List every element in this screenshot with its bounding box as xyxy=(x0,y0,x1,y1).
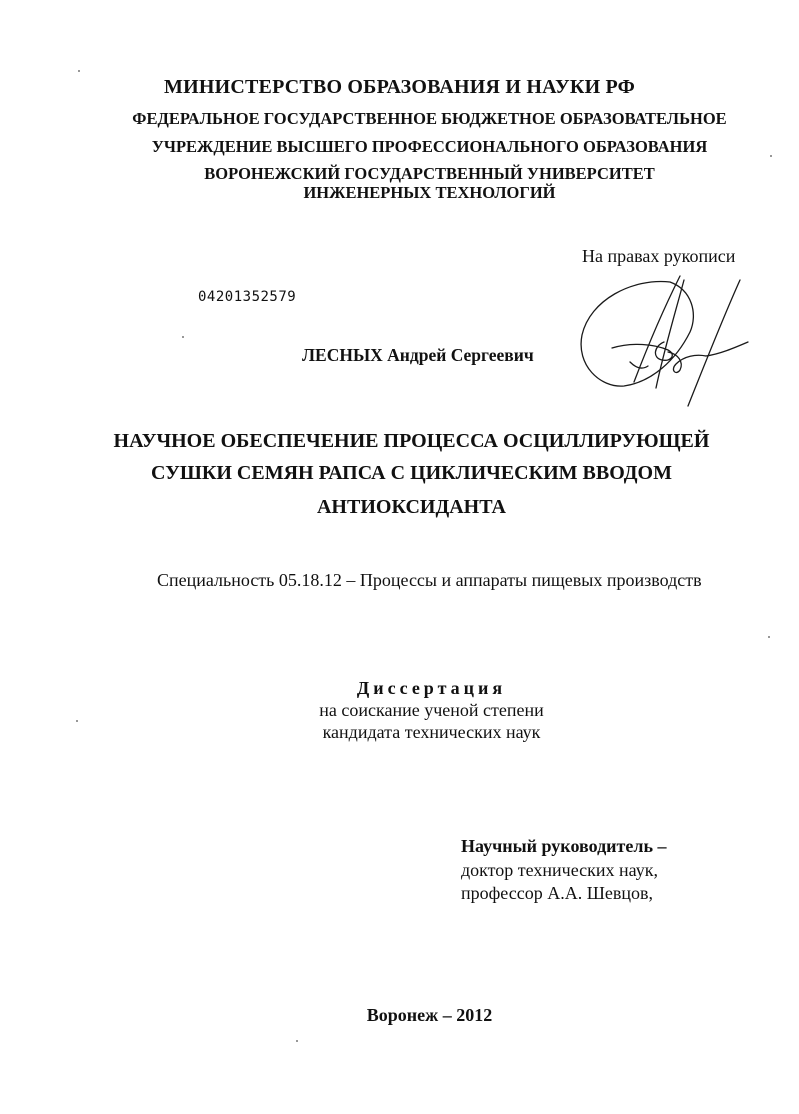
document-id: 04201352579 xyxy=(198,289,297,305)
ministry-heading: МИНИСТЕРСТВО ОБРАЗОВАНИЯ И НАУКИ РФ xyxy=(164,76,635,98)
university-line-1: ВОРОНЕЖСКИЙ ГОСУДАРСТВЕННЫЙ УНИВЕРСИТЕТ xyxy=(204,164,655,183)
scan-speck xyxy=(182,336,184,338)
rights-note: На правах рукописи xyxy=(582,246,736,266)
supervisor-degree: доктор технических наук, xyxy=(461,860,658,880)
specialty: Специальность 05.18.12 – Процессы и аппараты пищевых производств xyxy=(157,570,702,590)
scan-speck xyxy=(768,636,770,638)
institution-line-2: УЧРЕЖДЕНИЕ ВЫСШЕГО ПРОФЕССИОНАЛЬНОГО ОБРАЗОВАНИЯ xyxy=(151,137,708,156)
university-line-2: ИНЖЕНЕРНЫХ ТЕХНОЛОГИЙ xyxy=(303,183,556,202)
title-line-1: НАУЧНОЕ ОБЕСПЕЧЕНИЕ ПРОЦЕССА ОСЦИЛЛИРУЮЩЕЙ xyxy=(113,430,710,452)
city-year: Воронеж – 2012 xyxy=(366,1005,493,1025)
dissertation-line-1: на соискание ученой степени xyxy=(319,700,544,720)
title-line-2: СУШКИ СЕМЯН РАПСА С ЦИКЛИЧЕСКИМ ВВОДОМ xyxy=(151,462,672,484)
dissertation-line-2: кандидата технических наук xyxy=(322,722,541,742)
supervisor-name: профессор А.А. Шевцов, xyxy=(461,883,653,903)
title-line-3: АНТИОКСИДАНТА xyxy=(316,496,506,518)
scan-speck xyxy=(76,720,78,722)
institution-line-1: ФЕДЕРАЛЬНОЕ ГОСУДАРСТВЕННОЕ БЮДЖЕТНОЕ ОБРАЗОВАТЕЛЬНОЕ xyxy=(132,109,727,128)
scan-speck xyxy=(296,1040,298,1042)
scan-speck xyxy=(78,70,80,72)
handwritten-signature-icon xyxy=(572,270,752,410)
supervisor-label: Научный руководитель – xyxy=(461,836,667,856)
author-name: ЛЕСНЫХ Андрей Сергеевич xyxy=(302,345,534,365)
dissertation-heading: Диссертация xyxy=(356,678,507,698)
scan-speck xyxy=(770,155,772,157)
